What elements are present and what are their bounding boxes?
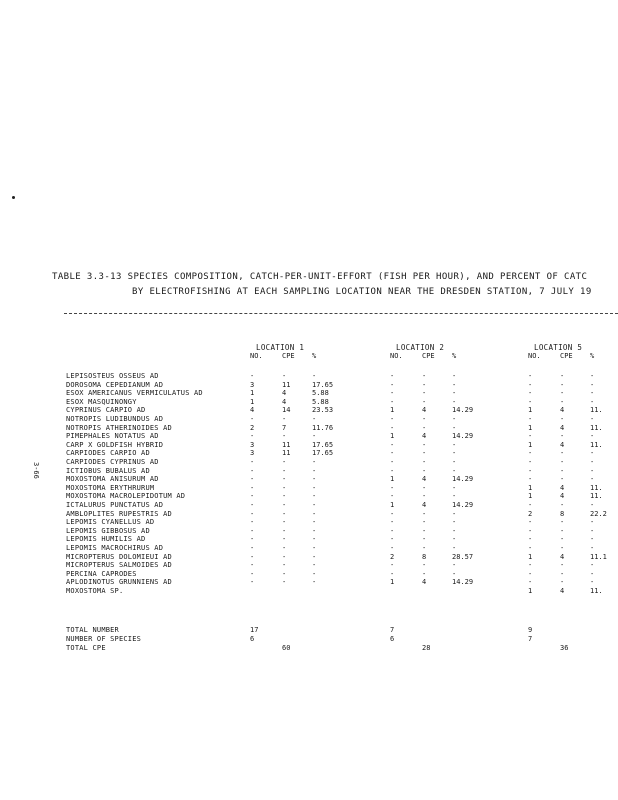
table-cell: - bbox=[452, 372, 457, 380]
table-cell: - bbox=[528, 578, 533, 587]
table-cell: - bbox=[560, 432, 565, 441]
table-cell: - bbox=[390, 466, 395, 475]
totals-label: NUMBER OF SPECIES bbox=[66, 635, 142, 643]
table-cell: 1 bbox=[528, 552, 533, 561]
table-cell: 7 bbox=[282, 423, 287, 432]
table-cell: 28.57 bbox=[452, 552, 474, 561]
table-cell: - bbox=[528, 475, 533, 484]
table-cell: - bbox=[560, 475, 565, 484]
table-cell: 14.29 bbox=[452, 578, 474, 587]
table-cell: - bbox=[250, 535, 255, 544]
table-cell: 4 bbox=[422, 501, 427, 509]
table-cell: - bbox=[250, 561, 255, 570]
table-cell: - bbox=[312, 518, 317, 527]
table-cell: - bbox=[282, 578, 287, 587]
species-name: ESOX AMERICANUS VERMICULATUS AD bbox=[66, 389, 203, 398]
table-cell: - bbox=[452, 483, 457, 492]
table-cell: - bbox=[452, 458, 457, 466]
species-name: LEPOMIS CYANELLUS AD bbox=[66, 518, 155, 527]
table-cell: 8 bbox=[560, 509, 565, 518]
table-cell: - bbox=[250, 552, 255, 561]
species-name: CARP X GOLDFISH HYBRID bbox=[66, 440, 164, 449]
table-cell: - bbox=[452, 449, 457, 458]
table-cell: - bbox=[390, 509, 395, 518]
species-name: MOXOSTOMA SP. bbox=[66, 587, 124, 595]
table-cell: 11. bbox=[590, 492, 603, 501]
table-cell: 11 bbox=[282, 380, 291, 389]
table-cell: - bbox=[250, 483, 255, 492]
table-cell: - bbox=[452, 423, 457, 432]
species-name: MOXOSTOMA ANISURUM AD bbox=[66, 475, 159, 484]
table-cell: 23.53 bbox=[312, 406, 334, 415]
table-cell: - bbox=[422, 492, 427, 501]
table-title-line-2: BY ELECTROFISHING AT EACH SAMPLING LOCATION NEAR THE DRESDEN STATION, 7 JULY 19 bbox=[132, 287, 592, 297]
totals-cell: 60 bbox=[282, 644, 291, 652]
table-cell: - bbox=[250, 569, 255, 578]
species-name: NOTROPIS LUDIBUNDUS AD bbox=[66, 415, 164, 423]
table-cell: 4 bbox=[560, 423, 565, 432]
table-cell: 1 bbox=[390, 432, 395, 441]
table-cell: 1 bbox=[528, 406, 533, 415]
table-cell: - bbox=[590, 501, 595, 509]
table-cell: 4 bbox=[282, 389, 287, 398]
table-cell: - bbox=[422, 569, 427, 578]
column-header: NO. bbox=[528, 352, 541, 360]
table-cell: 2 bbox=[528, 509, 533, 518]
table-cell: - bbox=[590, 449, 595, 458]
table-cell: - bbox=[422, 466, 427, 475]
table-cell: - bbox=[560, 449, 565, 458]
table-cell: - bbox=[390, 569, 395, 578]
table-cell: 2 bbox=[250, 423, 255, 432]
column-header: NO. bbox=[250, 352, 263, 360]
table-cell: - bbox=[560, 526, 565, 535]
table-cell: 5.88 bbox=[312, 389, 329, 398]
table-cell: - bbox=[560, 458, 565, 466]
species-name: LEPISOSTEUS OSSEUS AD bbox=[66, 372, 159, 380]
table-cell: - bbox=[452, 380, 457, 389]
table-cell: - bbox=[528, 466, 533, 475]
table-cell: - bbox=[590, 432, 595, 441]
table-cell: 14.29 bbox=[452, 406, 474, 415]
table-cell: 1 bbox=[390, 406, 395, 415]
table-cell: - bbox=[390, 415, 395, 423]
table-cell: - bbox=[590, 526, 595, 535]
species-name: LEPOMIS GIBBOSUS AD bbox=[66, 526, 150, 535]
species-name: MICROPTERUS SALMOIDES AD bbox=[66, 561, 172, 570]
table-cell: 11 bbox=[282, 449, 291, 458]
table-cell: - bbox=[390, 535, 395, 544]
table-cell: - bbox=[250, 501, 255, 509]
table-cell: 4 bbox=[250, 406, 255, 415]
table-cell: - bbox=[452, 561, 457, 570]
table-cell: 4 bbox=[422, 475, 427, 484]
table-cell: 17.65 bbox=[312, 449, 334, 458]
table-cell: - bbox=[590, 561, 595, 570]
table-cell: - bbox=[422, 518, 427, 527]
table-cell: 11 bbox=[282, 440, 291, 449]
column-header: NO. bbox=[390, 352, 403, 360]
page-number: 3-66 bbox=[32, 462, 40, 479]
table-cell: - bbox=[422, 397, 427, 406]
table-cell: - bbox=[422, 415, 427, 423]
table-cell: - bbox=[312, 458, 317, 466]
table-cell: - bbox=[590, 466, 595, 475]
table-cell: - bbox=[528, 501, 533, 509]
species-name: APLODINOTUS GRUNNIENS AD bbox=[66, 578, 172, 587]
table-cell: - bbox=[282, 432, 287, 441]
table-cell: - bbox=[528, 397, 533, 406]
species-name: ICTALURUS PUNCTATUS AD bbox=[66, 501, 164, 509]
totals-cell: 17 bbox=[250, 626, 259, 634]
table-cell: - bbox=[422, 509, 427, 518]
header-divider bbox=[64, 313, 618, 314]
table-cell: 14.29 bbox=[452, 475, 474, 484]
table-cell: - bbox=[452, 518, 457, 527]
table-cell: - bbox=[528, 389, 533, 398]
totals-cell: 9 bbox=[528, 626, 533, 634]
table-cell: - bbox=[560, 372, 565, 380]
table-cell: - bbox=[282, 501, 287, 509]
table-cell: - bbox=[452, 415, 457, 423]
table-cell: - bbox=[312, 544, 317, 552]
table-cell: - bbox=[422, 440, 427, 449]
table-cell: - bbox=[282, 475, 287, 484]
table-cell: 4 bbox=[422, 406, 427, 415]
table-cell: - bbox=[560, 535, 565, 544]
species-name: CYPRINUS CARPIO AD bbox=[66, 406, 146, 415]
table-cell: - bbox=[422, 458, 427, 466]
table-cell: - bbox=[250, 578, 255, 587]
species-name: PIMEPHALES NOTATUS AD bbox=[66, 432, 159, 441]
table-cell: - bbox=[452, 535, 457, 544]
table-cell: 14.29 bbox=[452, 501, 474, 509]
table-cell: - bbox=[452, 389, 457, 398]
table-cell: - bbox=[528, 569, 533, 578]
totals-label: TOTAL NUMBER bbox=[66, 626, 119, 634]
totals-cell: 7 bbox=[390, 626, 395, 634]
table-cell: - bbox=[282, 415, 287, 423]
column-header: % bbox=[312, 352, 317, 360]
table-cell: 11. bbox=[590, 587, 603, 595]
table-cell: - bbox=[250, 475, 255, 484]
table-cell: 4 bbox=[560, 587, 565, 595]
table-cell: - bbox=[312, 466, 317, 475]
table-cell: - bbox=[452, 544, 457, 552]
table-cell: 1 bbox=[250, 397, 255, 406]
table-cell: - bbox=[390, 483, 395, 492]
table-cell: 1 bbox=[390, 501, 395, 509]
table-cell: - bbox=[560, 544, 565, 552]
table-cell: - bbox=[452, 492, 457, 501]
table-cell: 3 bbox=[250, 440, 255, 449]
table-cell: - bbox=[560, 380, 565, 389]
table-cell: - bbox=[560, 501, 565, 509]
table-cell: 11. bbox=[590, 440, 603, 449]
table-cell: - bbox=[390, 518, 395, 527]
table-cell: - bbox=[560, 466, 565, 475]
table-cell: - bbox=[422, 449, 427, 458]
table-cell: - bbox=[590, 415, 595, 423]
table-cell: - bbox=[422, 544, 427, 552]
table-cell: - bbox=[422, 561, 427, 570]
table-cell: - bbox=[312, 552, 317, 561]
table-cell: - bbox=[390, 449, 395, 458]
table-cell: - bbox=[390, 397, 395, 406]
column-header: CPE bbox=[422, 352, 435, 360]
table-cell: 11. bbox=[590, 423, 603, 432]
table-cell: - bbox=[282, 483, 287, 492]
table-cell: - bbox=[528, 372, 533, 380]
table-cell: 1 bbox=[528, 440, 533, 449]
table-cell: 4 bbox=[560, 406, 565, 415]
table-cell: - bbox=[312, 561, 317, 570]
stray-mark bbox=[12, 196, 15, 199]
location-1-header: LOCATION 1 bbox=[256, 343, 305, 352]
table-cell: - bbox=[528, 544, 533, 552]
species-name: NOTROPIS ATHERINOIDES AD bbox=[66, 423, 172, 432]
species-name: MOXOSTOMA ERYTHRURUM bbox=[66, 483, 155, 492]
table-cell: - bbox=[560, 397, 565, 406]
table-cell: - bbox=[560, 578, 565, 587]
table-cell: - bbox=[282, 561, 287, 570]
table-cell: - bbox=[312, 578, 317, 587]
table-cell: 1 bbox=[528, 587, 533, 595]
table-cell: - bbox=[590, 389, 595, 398]
table-cell: - bbox=[452, 569, 457, 578]
column-header: % bbox=[590, 352, 595, 360]
table-cell: 17.65 bbox=[312, 440, 334, 449]
table-cell: - bbox=[282, 569, 287, 578]
table-cell: - bbox=[590, 380, 595, 389]
table-cell: - bbox=[528, 458, 533, 466]
table-cell: - bbox=[422, 483, 427, 492]
table-cell: - bbox=[590, 372, 595, 380]
table-cell: 5.88 bbox=[312, 397, 329, 406]
table-cell: 8 bbox=[422, 552, 427, 561]
species-name: PERCINA CAPRODES bbox=[66, 569, 137, 578]
table-cell: - bbox=[312, 432, 317, 441]
table-cell: 14 bbox=[282, 406, 291, 415]
table-cell: - bbox=[590, 458, 595, 466]
table-cell: - bbox=[590, 397, 595, 406]
table-cell: - bbox=[312, 569, 317, 578]
table-cell: - bbox=[282, 458, 287, 466]
table-cell: - bbox=[528, 432, 533, 441]
table-cell: - bbox=[390, 458, 395, 466]
species-name: MOXOSTOMA MACROLEPIDOTUM AD bbox=[66, 492, 186, 501]
table-cell: 22.2 bbox=[590, 509, 607, 518]
table-cell: - bbox=[390, 389, 395, 398]
table-cell: 4 bbox=[560, 440, 565, 449]
table-cell: - bbox=[528, 561, 533, 570]
table-cell: - bbox=[528, 415, 533, 423]
table-cell: - bbox=[422, 389, 427, 398]
table-cell: - bbox=[250, 372, 255, 380]
table-cell: 17.65 bbox=[312, 380, 334, 389]
totals-cell: 28 bbox=[422, 644, 431, 652]
table-cell: - bbox=[312, 372, 317, 380]
totals-label: TOTAL CPE bbox=[66, 644, 106, 652]
table-cell: - bbox=[390, 423, 395, 432]
table-cell: - bbox=[452, 509, 457, 518]
table-cell: - bbox=[560, 389, 565, 398]
table-cell: - bbox=[528, 380, 533, 389]
table-cell: - bbox=[282, 509, 287, 518]
column-header: CPE bbox=[282, 352, 295, 360]
table-cell: - bbox=[282, 492, 287, 501]
table-cell: - bbox=[560, 518, 565, 527]
totals-cell: 6 bbox=[390, 635, 395, 643]
table-cell: - bbox=[282, 544, 287, 552]
table-cell: - bbox=[390, 440, 395, 449]
table-cell: 11. bbox=[590, 406, 603, 415]
table-cell: 4 bbox=[560, 492, 565, 501]
table-cell: - bbox=[282, 535, 287, 544]
table-cell: - bbox=[390, 526, 395, 535]
table-cell: - bbox=[282, 372, 287, 380]
table-cell: - bbox=[422, 535, 427, 544]
table-cell: - bbox=[590, 475, 595, 484]
table-cell: 4 bbox=[422, 432, 427, 441]
totals-cell: 7 bbox=[528, 635, 533, 643]
totals-cell: 6 bbox=[250, 635, 255, 643]
table-cell: 11.1 bbox=[590, 552, 607, 561]
table-cell: - bbox=[312, 535, 317, 544]
location-2-header: LOCATION 2 bbox=[396, 343, 445, 352]
table-cell: - bbox=[250, 526, 255, 535]
table-cell: - bbox=[560, 415, 565, 423]
table-cell: - bbox=[422, 423, 427, 432]
table-cell: - bbox=[282, 466, 287, 475]
table-cell: - bbox=[312, 475, 317, 484]
table-cell: - bbox=[422, 380, 427, 389]
table-cell: - bbox=[590, 544, 595, 552]
table-cell: - bbox=[312, 492, 317, 501]
table-cell: - bbox=[390, 544, 395, 552]
table-cell: - bbox=[452, 397, 457, 406]
table-cell: - bbox=[452, 466, 457, 475]
table-cell: - bbox=[282, 518, 287, 527]
table-cell: - bbox=[390, 561, 395, 570]
table-cell: - bbox=[590, 578, 595, 587]
table-cell: - bbox=[250, 432, 255, 441]
table-cell: 1 bbox=[250, 389, 255, 398]
species-name: MICROPTERUS DOLOMIEUI AD bbox=[66, 552, 172, 561]
table-cell: 1 bbox=[528, 483, 533, 492]
table-cell: - bbox=[312, 501, 317, 509]
location-3-header: LOCATION 5 bbox=[534, 343, 583, 352]
table-cell: - bbox=[422, 372, 427, 380]
table-cell: - bbox=[250, 509, 255, 518]
species-name: ICTIOBUS BUBALUS AD bbox=[66, 466, 150, 475]
table-cell: - bbox=[250, 458, 255, 466]
column-header: CPE bbox=[560, 352, 573, 360]
table-cell: 14.29 bbox=[452, 432, 474, 441]
table-title-line-1: TABLE 3.3-13 SPECIES COMPOSITION, CATCH-PER-UNIT-EFFORT (FISH PER HOUR), AND PERCENT OF CATC bbox=[52, 272, 588, 282]
table-cell: - bbox=[250, 492, 255, 501]
table-cell: 1 bbox=[528, 423, 533, 432]
table-cell: - bbox=[390, 380, 395, 389]
table-cell: 2 bbox=[390, 552, 395, 561]
table-cell: 4 bbox=[422, 578, 427, 587]
species-name: LEPOMIS HUMILIS AD bbox=[66, 535, 146, 544]
table-cell: 1 bbox=[528, 492, 533, 501]
table-cell: - bbox=[312, 415, 317, 423]
table-cell: - bbox=[590, 535, 595, 544]
table-cell: 1 bbox=[390, 578, 395, 587]
table-cell: 4 bbox=[560, 483, 565, 492]
table-cell: - bbox=[250, 544, 255, 552]
species-name: CARPIODES CARPIO AD bbox=[66, 449, 150, 458]
column-header: % bbox=[452, 352, 457, 360]
table-cell: - bbox=[528, 449, 533, 458]
table-cell: - bbox=[312, 526, 317, 535]
table-cell: - bbox=[590, 569, 595, 578]
table-cell: - bbox=[312, 509, 317, 518]
table-cell: 4 bbox=[560, 552, 565, 561]
totals-cell: 36 bbox=[560, 644, 569, 652]
species-name: AMBLOPLITES RUPESTRIS AD bbox=[66, 509, 172, 518]
table-cell: - bbox=[452, 440, 457, 449]
table-cell: - bbox=[282, 552, 287, 561]
table-cell: - bbox=[282, 526, 287, 535]
table-cell: - bbox=[250, 518, 255, 527]
table-cell: - bbox=[528, 535, 533, 544]
table-cell: - bbox=[560, 561, 565, 570]
table-cell: 4 bbox=[282, 397, 287, 406]
table-cell: - bbox=[528, 518, 533, 527]
table-cell: - bbox=[250, 466, 255, 475]
table-cell: 1 bbox=[390, 475, 395, 484]
species-name: ESOX MASQUINONGY bbox=[66, 397, 137, 406]
table-cell: - bbox=[390, 372, 395, 380]
species-name: LEPOMIS MACROCHIRUS AD bbox=[66, 544, 164, 552]
table-cell: - bbox=[250, 415, 255, 423]
table-cell: 3 bbox=[250, 449, 255, 458]
species-name: DOROSOMA CEPEDIANUM AD bbox=[66, 380, 164, 389]
table-cell: - bbox=[590, 518, 595, 527]
table-cell: 11.76 bbox=[312, 423, 334, 432]
table-cell: - bbox=[452, 526, 457, 535]
table-cell: - bbox=[528, 526, 533, 535]
table-cell: 11. bbox=[590, 483, 603, 492]
species-name: CARPIODES CYPRINUS AD bbox=[66, 458, 159, 466]
table-cell: - bbox=[560, 569, 565, 578]
table-cell: 3 bbox=[250, 380, 255, 389]
table-cell: - bbox=[422, 526, 427, 535]
table-cell: - bbox=[390, 492, 395, 501]
table-cell: - bbox=[312, 483, 317, 492]
